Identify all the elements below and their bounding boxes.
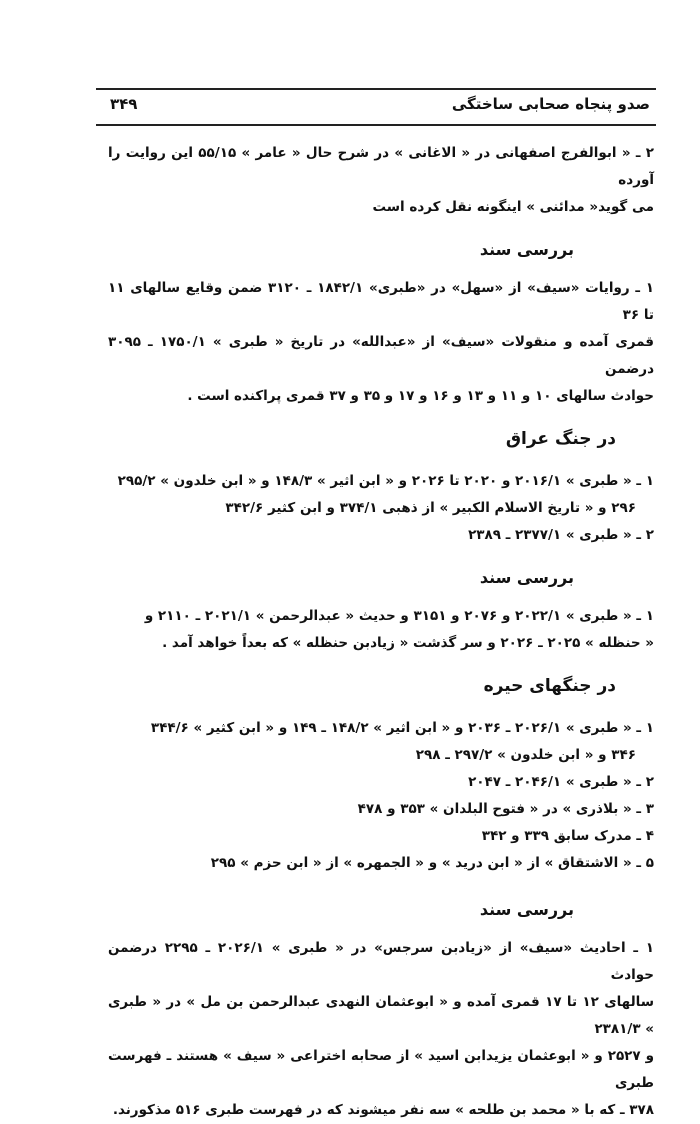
reference-item: ۳۴۶ و « ابن خلدون » ۲۹۷/۲ ـ ۲۹۸	[415, 747, 636, 763]
section-line: ۱ ـ روایات «سیف» از «سهل» در «طبری» ۱۸۴۲/۱ ـ ۳۱۲۰ ضمن وقایع سالهای ۱۱ تا ۳۶	[108, 280, 655, 323]
section-line: حوادث سالهای ۱۰ و ۱۱ و ۱۳ و ۱۶ و ۱۷ و ۳۵ و ۳۷ قمری پراکنده است .	[187, 388, 654, 404]
reference-item: ۱ ـ « طبری » ۲۰۲۶/۱ ـ ۲۰۳۶ و « ابن اثیر » ۱۴۸/۲ ـ ۱۴۹ و « ابن کثیر » ۳۴۴/۶	[150, 720, 654, 736]
intro-line: ۲ ـ « ابوالفرج اصفهانی در « الاغانی » در شرح حال « عامر » ۵۵/۱۵ این روایت را آورده	[108, 145, 654, 188]
reference-item: ۱ ـ « طبری » ۲۰۲۲/۱ و ۲۰۷۶ و ۳۱۵۱ و حدیث « عبدالرحمن » ۲۰۲۱/۱ ـ ۲۱۱۰ و	[144, 608, 654, 624]
section-heading-hira-battles: در جنگهای حیره	[483, 676, 616, 696]
reference-item: ۴ ـ مدرک سابق ۳۳۹ و ۳۴۲	[481, 828, 654, 844]
page-body	[108, 140, 654, 1124]
section-line: ۳۷۸ ـ که با « محمد بن طلحه » سه نفر میشوند که در فهرست طبری ۵۱۶ مذکورند.	[112, 1102, 654, 1118]
spacer	[108, 877, 654, 895]
reference-item: ۲ ـ « طبری » ۲۳۷۷/۱ ـ ۲۳۸۹	[468, 527, 654, 543]
section-heading-sanad-review: بررسی سند	[479, 900, 574, 919]
reference-item: ۲۹۶ و « تاریخ الاسلام الکبیر » از ذهبی ۳۷۴/۱ و ابن کثیر ۳۴۲/۶	[225, 500, 636, 516]
reference-item: « حنظله » ۲۰۲۵ ـ ۲۰۲۶ و سر گذشت « زیادبن حنظله » که بعداً خواهد آمد .	[162, 635, 654, 651]
spacer	[108, 593, 654, 603]
section-line: ۱ ـ احادیث «سیف» از «زیادبن سرجس» در « طبری » ۲۰۲۶/۱ ـ ۲۲۹۵ درضمن حوادث	[108, 940, 655, 983]
spacer	[108, 410, 654, 424]
reference-item: ۲ ـ « طبری » ۲۰۴۶/۱ ـ ۲۰۴۷	[468, 774, 654, 790]
section-heading-sanad-review: بررسی سند	[479, 568, 574, 587]
spacer	[108, 657, 654, 671]
reference-item: ۱ ـ « طبری » ۲۰۱۶/۱ و ۲۰۲۰ تا ۲۰۲۶ و « ابن اثیر » ۱۴۸/۳ و « ابن خلدون » ۲۹۵/۲	[117, 473, 654, 489]
spacer	[108, 549, 654, 563]
section-heading-sanad-review: بررسی سند	[479, 240, 574, 259]
spacer	[108, 454, 654, 468]
section-line: قمری آمده و منقولات «سیف» از «عبدالله» در تاریخ « طبری » ۱۷۵۰/۱ ـ ۳۰۹۵ درضمن	[108, 334, 655, 377]
running-title: صدو پنجاه صحابی ساختگی	[451, 95, 650, 113]
spacer	[108, 265, 654, 275]
section-heading-iraq-battle: در جنگ عراق	[505, 429, 616, 449]
spacer	[108, 701, 654, 715]
page-number: ۳۴۹	[110, 95, 138, 113]
reference-item: ۵ ـ « الاشتقاق » از « ابن درید » و « الجمهره » از « ابن حزم » ۲۹۵	[210, 855, 654, 871]
page-header	[96, 88, 656, 126]
section-line: سالهای ۱۲ تا ۱۷ قمری آمده و « ابوعثمان النهدی عبدالرحمن بن مل » در « طبری » ۲۳۸۱/۳	[108, 994, 654, 1037]
intro-line: می گوید« مدائنی » اینگونه نقل کرده است	[372, 199, 654, 215]
section-line: و ۲۵۲۷ و « ابوعثمان یزیدابن اسید » از صحابه اختراعی « سیف » هستند ـ فهرست طبری	[108, 1048, 655, 1091]
reference-item: ۳ ـ « بلاذری » در « فتوح البلدان » ۳۵۳ و ۴۷۸	[357, 801, 654, 817]
spacer	[108, 925, 654, 935]
spacer	[108, 221, 654, 235]
